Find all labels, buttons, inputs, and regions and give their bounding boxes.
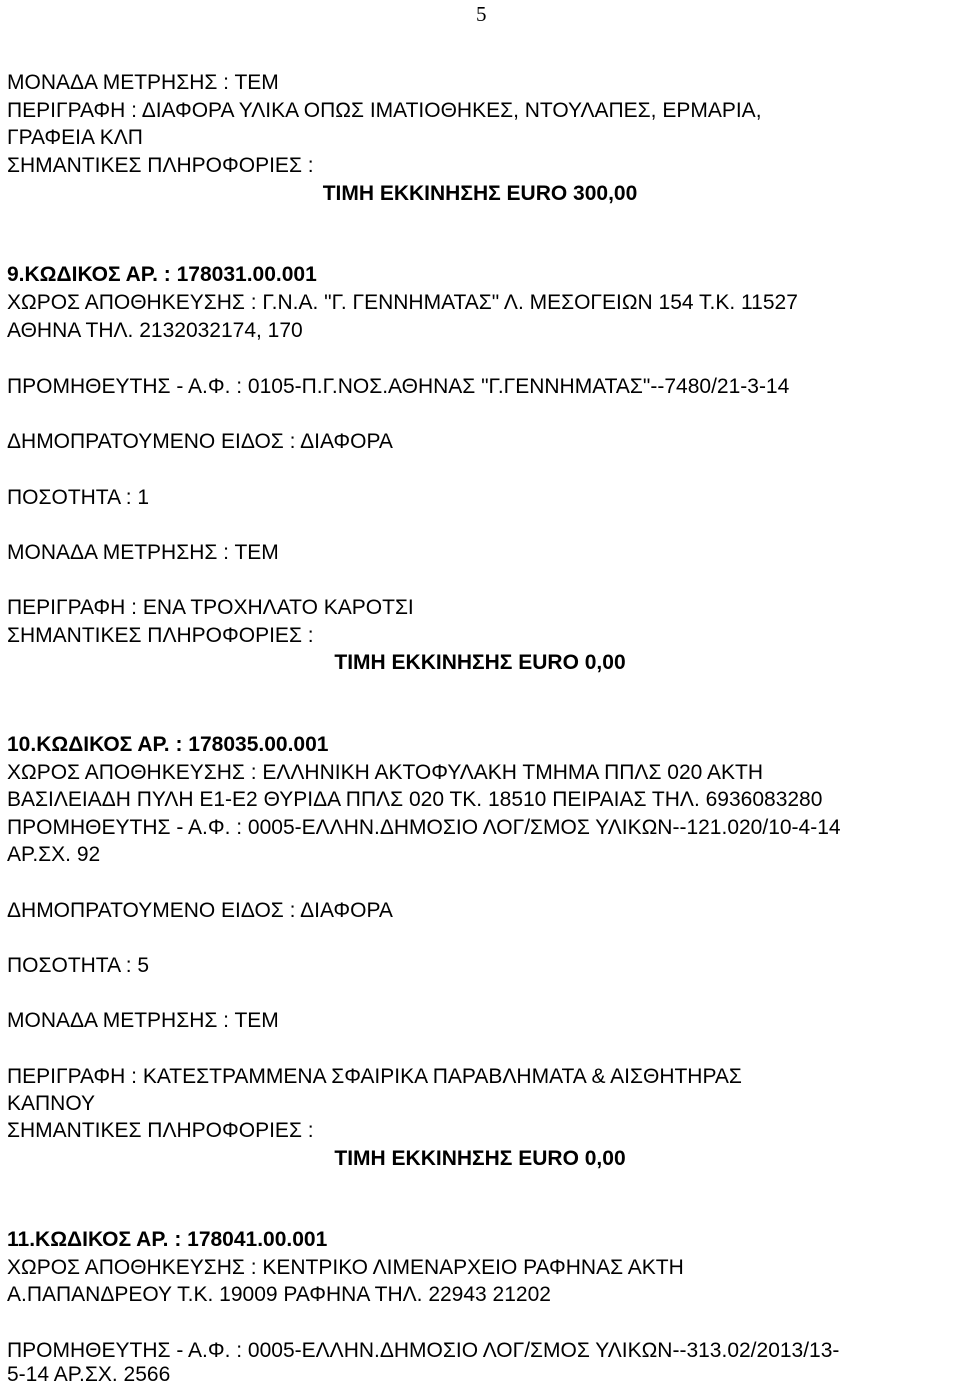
unit-line: ΜΟΝΑΔΑ ΜΕΤΡΗΣΗΣ : ΤΕΜ [7,1009,279,1032]
storage-location-line: ΧΩΡΟΣ ΑΠΟΘΗΚΕΥΣΗΣ : ΚΕΝΤΡΙΚΟ ΛΙΜΕΝΑΡΧΕΙΟ ΡΑΦΗΝΑΣ ΑΚΤΗ [7,1256,684,1279]
supplier-line: ΠΡΟΜΗΘΕΥΤΗΣ - Α.Φ. : 0105-Π.Γ.ΝΟΣ.ΑΘΗΝΑΣ "Γ.ΓΕΝΝΗΜΑΤΑΣ"--7480/21-3-14 [7,375,790,398]
item-code-heading: 9.ΚΩΔΙΚΟΣ ΑΡ. : 178031.00.001 [7,263,317,286]
description-line: ΠΕΡΙΓΡΑΦΗ : ΕΝΑ ΤΡΟΧΗΛΑΤΟ ΚΑΡΟΤΣΙ [7,596,414,619]
storage-location-line-cont: Α.ΠΑΠΑΝΔΡΕΟΥ Τ.Κ. 19009 ΡΑΦΗΝΑ ΤΗΛ. 22943 21202 [7,1283,551,1306]
item-code-heading: 10.ΚΩΔΙΚΟΣ ΑΡ. : 178035.00.001 [7,733,329,756]
starting-price-line: ΤΙΜΗ ΕΚΚΙΝΗΣΗΣ EURO 300,00 [322,182,638,205]
description-line-cont: ΓΡΑΦΕΙΑ ΚΛΠ [7,126,143,149]
description-line-cont: ΚΑΠΝΟΥ [7,1092,96,1115]
supplier-line: ΠΡΟΜΗΘΕΥΤΗΣ - Α.Φ. : 0005-ΕΛΛΗΝ.ΔΗΜΟΣΙΟ ΛΟΓ/ΣΜΟΣ ΥΛΙΚΩΝ--121.020/10-4-14 [7,816,841,839]
unit-line: ΜΟΝΑΔΑ ΜΕΤΡΗΣΗΣ : ΤΕΜ [7,71,279,94]
starting-price-line: ΤΙΜΗ ΕΚΚΙΝΗΣΗΣ EURO 0,00 [334,651,626,674]
supplier-line: ΠΡΟΜΗΘΕΥΤΗΣ - Α.Φ. : 0005-ΕΛΛΗΝ.ΔΗΜΟΣΙΟ ΛΟΓ/ΣΜΟΣ ΥΛΙΚΩΝ--313.02/2013/13- [7,1339,840,1362]
item-code-heading: 11.ΚΩΔΙΚΟΣ ΑΡ. : 178041.00.001 [7,1228,328,1251]
important-info-line: ΣΗΜΑΝΤΙΚΕΣ ΠΛΗΡΟΦΟΡΙΕΣ : [7,1119,314,1142]
important-info-line: ΣΗΜΑΝΤΙΚΕΣ ΠΛΗΡΟΦΟΡΙΕΣ : [7,154,314,177]
page-number: 5 [476,2,487,26]
storage-location-line-cont: ΑΘΗΝΑ ΤΗΛ. 2132032174, 170 [7,319,303,342]
important-info-line: ΣΗΜΑΝΤΙΚΕΣ ΠΛΗΡΟΦΟΡΙΕΣ : [7,624,314,647]
storage-location-line: ΧΩΡΟΣ ΑΠΟΘΗΚΕΥΣΗΣ : ΕΛΛΗΝΙΚΗ ΑΚΤΟΦΥΛΑΚΗ ΤΜΗΜΑ ΠΠΛΣ 020 ΑΚΤΗ [7,761,763,784]
supplier-line-cont: 5-14 ΑΡ.ΣΧ. 2566 [7,1363,171,1386]
auctioned-item-line: ΔΗΜΟΠΡΑΤΟΥΜΕΝΟ ΕΙΔΟΣ : ΔΙΑΦΟΡΑ [7,899,393,922]
unit-line: ΜΟΝΑΔΑ ΜΕΤΡΗΣΗΣ : ΤΕΜ [7,541,279,564]
supplier-line-cont: ΑΡ.ΣΧ. 92 [7,843,101,866]
description-line: ΠΕΡΙΓΡΑΦΗ : ΚΑΤΕΣΤΡΑΜΜΕΝΑ ΣΦΑΙΡΙΚΑ ΠΑΡΑΒΛΗΜΑΤΑ & ΑΙΣΘΗΤΗΡΑΣ [7,1065,742,1088]
quantity-line: ΠΟΣΟΤΗΤΑ : 1 [7,486,150,509]
starting-price-line: ΤΙΜΗ ΕΚΚΙΝΗΣΗΣ EURO 0,00 [334,1147,626,1170]
storage-location-line-cont: ΒΑΣΙΛΕΙΑΔΗ ΠΥΛΗ Ε1-Ε2 ΘΥΡΙΔΑ ΠΠΛΣ 020 ΤΚ. 18510 ΠΕΙΡΑΙΑΣ ΤΗΛ. 6936083280 [7,788,823,811]
description-line: ΠΕΡΙΓΡΑΦΗ : ΔΙΑΦΟΡΑ ΥΛΙΚΑ ΟΠΩΣ ΙΜΑΤΙΟΘΗΚΕΣ, ΝΤΟΥΛΑΠΕΣ, ΕΡΜΑΡΙΑ, [7,99,762,122]
auctioned-item-line: ΔΗΜΟΠΡΑΤΟΥΜΕΝΟ ΕΙΔΟΣ : ΔΙΑΦΟΡΑ [7,430,393,453]
quantity-line: ΠΟΣΟΤΗΤΑ : 5 [7,954,150,977]
storage-location-line: ΧΩΡΟΣ ΑΠΟΘΗΚΕΥΣΗΣ : Γ.Ν.Α. "Γ. ΓΕΝΝΗΜΑΤΑΣ" Λ. ΜΕΣΟΓΕΙΩΝ 154 Τ.Κ. 11527 [7,291,798,314]
